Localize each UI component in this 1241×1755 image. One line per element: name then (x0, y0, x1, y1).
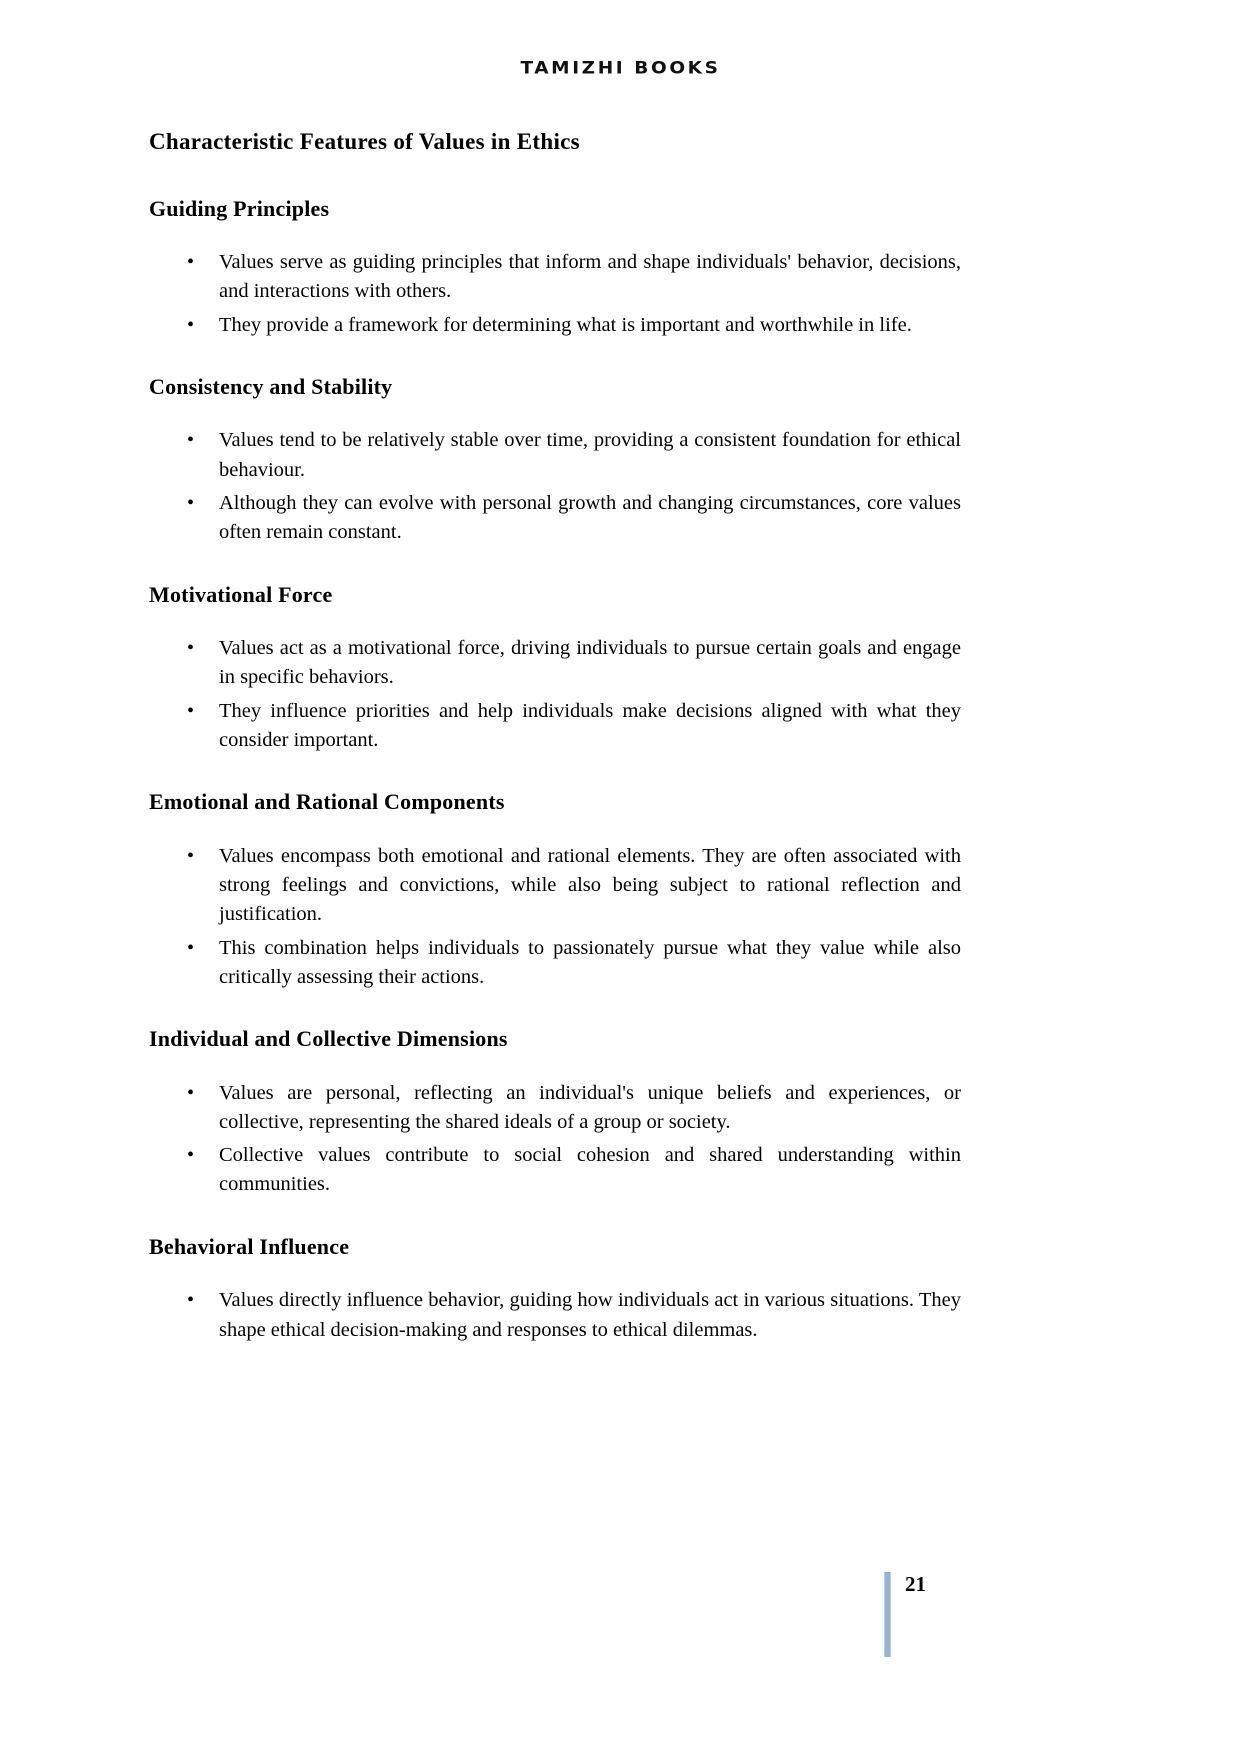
section-heading: Emotional and Rational Components (149, 789, 505, 815)
list-item-text: Collective values contribute to social cohesion and shared understanding within communities. (219, 1144, 961, 1196)
section-heading: Guiding Principles (149, 195, 330, 221)
page-title: Characteristic Features of Values in Ethics (149, 129, 580, 154)
running-header (0, 58, 1241, 79)
bullet-icon: • (187, 313, 195, 336)
bullet-icon: • (187, 1144, 195, 1167)
list-item (149, 311, 961, 340)
list-item-text: Values encompass both emotional and rational elements. They are often associated with strong feelings and convictions, while also being subject to rational reflection and justification. (219, 844, 961, 926)
section-heading: Consistency and Stability (149, 373, 393, 399)
section-heading: Behavioral Influence (149, 1233, 350, 1259)
section-behavioral-influence (149, 1234, 961, 1345)
bullet-icon: • (187, 699, 195, 722)
bullet-list (149, 426, 961, 547)
bullet-icon: • (187, 250, 195, 273)
list-item (149, 1286, 961, 1345)
list-item (149, 426, 961, 485)
section-consistency-and-stability (149, 374, 961, 548)
list-item-text: Values act as a motivational force, driving individuals to pursue certain goals and engage in specific behaviors. (219, 636, 961, 689)
brand-title: TAMIZHI BOOKS (520, 58, 721, 79)
document-body (149, 128, 961, 1379)
list-item (149, 489, 961, 548)
section-individual-and-collective-dimensions (149, 1026, 961, 1200)
list-item-text: Although they can evolve with personal growth and changing circumstances, core values often remain constant. (219, 491, 961, 544)
list-item-text: They provide a framework for determining what is important and worthwhile in life. (219, 313, 912, 336)
bullet-icon: • (187, 491, 195, 514)
bullet-list (149, 634, 961, 755)
list-item-text: Values directly influence behavior, guiding how individuals act in various situations. They shape ethical decision-making and responses to ethical dilemmas. (219, 1289, 961, 1341)
list-item-text: They influence priorities and help individuals make decisions aligned with what they consider important. (219, 699, 961, 751)
list-item (149, 634, 961, 693)
bullet-icon: • (187, 429, 195, 452)
bullet-icon: • (187, 1081, 195, 1104)
bullet-list (149, 1286, 961, 1345)
list-item-text: Values tend to be relatively stable over time, providing a consistent foundation for ethical behaviour. (219, 429, 961, 481)
list-item (149, 1141, 961, 1200)
page-footer (884, 1572, 926, 1657)
list-item (149, 842, 961, 930)
bullet-list (149, 1079, 961, 1200)
bullet-icon: • (187, 844, 195, 867)
section-guiding-principles (149, 196, 961, 340)
list-item-text: This combination helps individuals to passionately pursue what they value while also critically assessing their actions. (219, 936, 961, 988)
bullet-list (149, 248, 961, 340)
bullet-list (149, 842, 961, 993)
list-item (149, 697, 961, 756)
list-item (149, 934, 961, 993)
section-heading: Motivational Force (149, 581, 333, 607)
footer-accent-bar (884, 1572, 891, 1657)
section-heading: Individual and Collective Dimensions (149, 1026, 508, 1052)
section-emotional-and-rational-components (149, 789, 961, 992)
bullet-icon: • (187, 1289, 195, 1312)
list-item-text: Values serve as guiding principles that inform and shape individuals' behavior, decisions, and interactions with others. (219, 250, 961, 303)
bullet-icon: • (187, 936, 195, 959)
section-motivational-force (149, 582, 961, 756)
list-item-text: Values are personal, reflecting an individual's unique beliefs and experiences, or collective, representing the shared ideals of a group or society. (219, 1081, 961, 1133)
page-number: 21 (905, 1572, 926, 1596)
list-item (149, 248, 961, 307)
bullet-icon: • (187, 636, 195, 659)
sections-container (149, 196, 961, 1345)
list-item (149, 1079, 961, 1138)
